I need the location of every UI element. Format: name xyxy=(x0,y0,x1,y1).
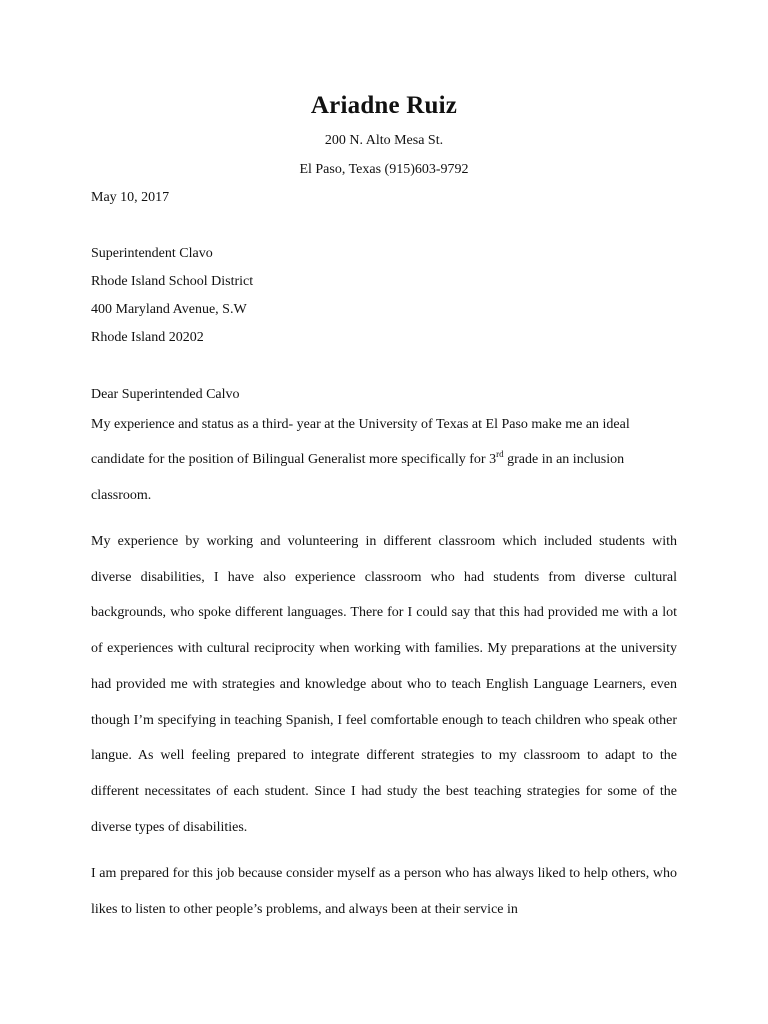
recipient-organization: Rhode Island School District xyxy=(91,274,254,289)
sender-address-street: 200 N. Alto Mesa St. xyxy=(324,133,444,148)
salutation: Dear Superintended Calvo xyxy=(91,387,240,402)
ordinal-superscript: rd xyxy=(496,449,504,460)
paragraph-1-text-b: grade in an inclusion classroom. xyxy=(91,452,625,503)
sender-name: Ariadne Ruiz xyxy=(310,92,458,119)
recipient-city-zip: Rhode Island 20202 xyxy=(91,330,204,345)
body-paragraph-1 xyxy=(91,407,677,513)
body-paragraph-2: My experience by working and volunteering in different classroom which included students with diverse disabilities, I have also experience classroom who had students from diverse cultural backgrounds, who spoke different languages. There for I could say that this had provided me with a lot of experiences with cultural reciprocity when working with families. My preparations at the university had provided me with strategies and knowledge about who to teach English Language Learners, even though I’m specifying in teaching Spanish, I feel comfortable enough to teach children who speak other langue. As well feeling prepared to integrate different strategies to my classroom to adapt to the different necessitates of each student. Since I had study the best teaching strategies for some of the diverse types of disabilities. xyxy=(91,534,677,835)
recipient-name: Superintendent Clavo xyxy=(91,246,213,261)
recipient-street: 400 Maryland Avenue, S.W xyxy=(91,302,247,317)
letter-date: May 10, 2017 xyxy=(91,190,170,205)
body-paragraph-3: I am prepared for this job because consider myself as a person who has always liked to help others, who likes to listen to other people’s problems, and always been at their service in xyxy=(91,866,677,917)
paragraph-1-text-a: My experience and status as a third- year at the University of Texas at El Paso make me an ideal candidate for the position of Bilingual Generalist more specifically for 3 xyxy=(91,417,630,468)
sender-address-city-phone: El Paso, Texas (915)603-9792 xyxy=(299,162,469,177)
